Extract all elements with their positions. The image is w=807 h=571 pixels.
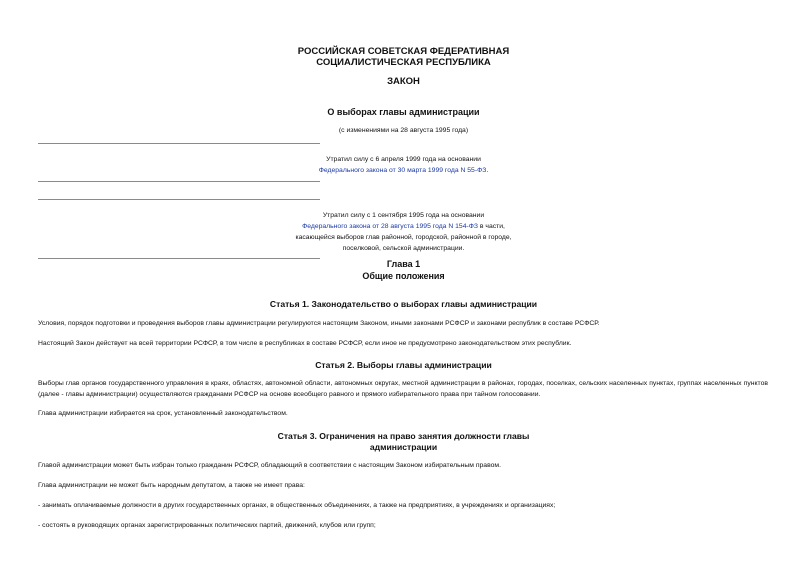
divider-line <box>38 143 320 144</box>
document-type: ЗАКОН <box>387 76 420 87</box>
chapter-number: Глава 1 <box>386 259 421 269</box>
repeal-note-2-text: Утратил силу с 1 сентября 1995 года на основании <box>322 212 485 219</box>
repeal-note-2-reference: Федерального закона от 28 августа 1995 года N 154-ФЗ в части, <box>302 223 505 230</box>
article-2-paragraph-1: Выборы глав органов государственного управления в краях, областях, автономной области, автономных округах, местной администрации в районах, городах, поселках, сельских населенных пунктах, группах населенных пунктов (далее - главы администрации) осуществляются гражданами РСФСР на основе всеобщего равного и прямого избирательного права при тайном голосовании. <box>38 380 768 398</box>
article-2-heading: Статья 2. Выборы главы администрации <box>315 360 492 370</box>
article-3-paragraph-2: Глава администрации не может быть народным депутатом, а также не имеет права: <box>38 482 305 489</box>
article-3-heading-line2: администрации <box>369 442 438 452</box>
republic-name-line2: СОЦИАЛИСТИЧЕСКАЯ РЕСПУБЛИКА <box>316 57 491 68</box>
repeal-note-1-text: Утратил силу с 6 апреля 1999 года на основании <box>326 156 481 163</box>
chapter-1-heading <box>0 258 807 282</box>
divider-line <box>38 181 320 182</box>
divider-line <box>38 199 320 200</box>
article-1-paragraph-2: Настоящий Закон действует на всей территории РСФСР, в том числе в республиках в составе РСФСР, если иное не предусмотрено законодательством этих республик. <box>38 340 572 347</box>
article-3-paragraph-3: - занимать оплачиваемые должности в других государственных органах, в общественных объединениях, а также на предприятиях, в учреждениях и организациях; <box>38 502 556 509</box>
repeal-note-1-reference: Федерального закона от 30 марта 1999 года N 55-ФЗ. <box>318 167 489 174</box>
article-1-heading: Статья 1. Законодательство о выборах главы администрации <box>269 299 538 309</box>
article-1-paragraph-1: Условия, порядок подготовки и проведения выборов главы администрации регулируются настоящим Законом, иными законами РСФСР и законами республик в составе РСФСР. <box>38 320 600 327</box>
repeal-note-2 <box>0 210 807 254</box>
federal-law-link-55fz[interactable]: Федерального закона от 30 марта 1999 года N 55-ФЗ <box>318 167 487 174</box>
article-3-paragraph-1: Главой администрации может быть избран только гражданин РСФСР, обладающий в соответствии с настоящим Законом избирательным правом. <box>38 462 501 469</box>
repeal-note-2-scope-end: поселковой, сельской администрации. <box>342 245 465 252</box>
article-2-paragraph-2: Глава администрации избирается на срок, установленный законодательством. <box>38 410 288 417</box>
federal-law-link-154fz[interactable]: Федерального закона от 28 августа 1995 года N 154-ФЗ <box>302 223 479 230</box>
republic-name-line1: РОССИЙСКАЯ СОВЕТСКАЯ ФЕДЕРАТИВНАЯ <box>297 46 510 57</box>
law-title: О выборах главы администрации <box>327 107 480 117</box>
repeal-note-1 <box>0 154 807 176</box>
chapter-title: Общие положения <box>362 271 445 281</box>
amendments-note: (с изменениями на 28 августа 1995 года) <box>338 127 469 134</box>
repeal-note-2-scope: касающейся выборов глав районной, городской, районной в городе, <box>295 234 512 241</box>
article-3-heading-line1: Статья 3. Ограничения на право занятия должности главы <box>277 431 530 441</box>
article-3-heading <box>0 431 807 453</box>
article-3-paragraph-4: - состоять в руководящих органах зарегистрированных политических партий, движений, клубов или групп; <box>38 522 376 529</box>
republic-name <box>0 46 807 68</box>
